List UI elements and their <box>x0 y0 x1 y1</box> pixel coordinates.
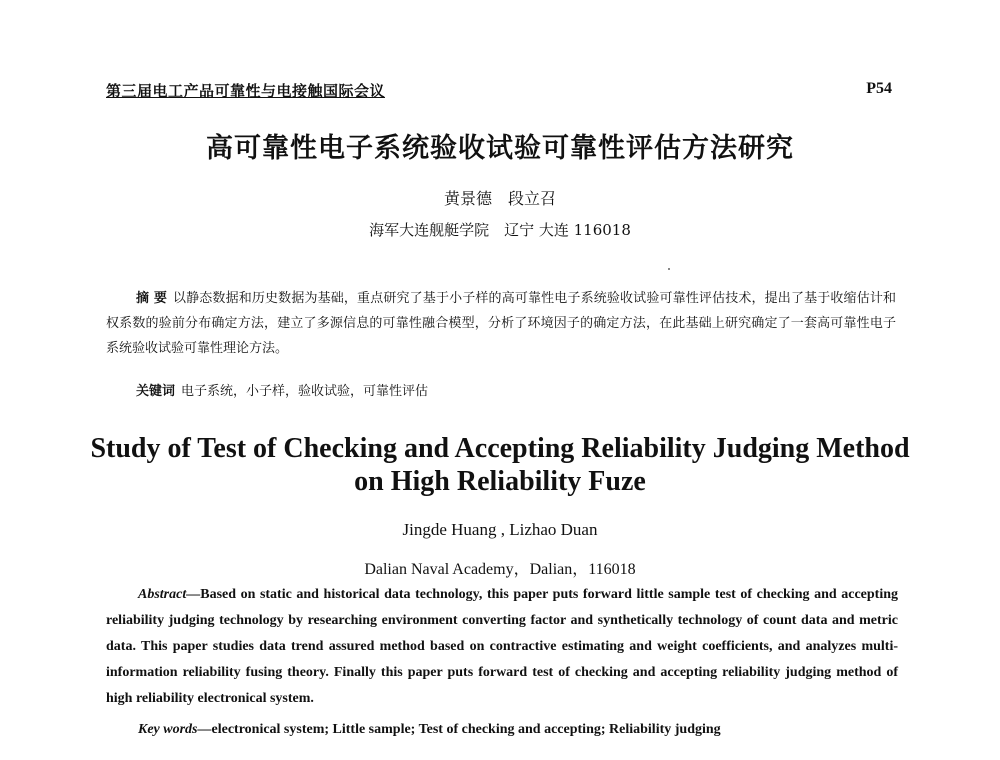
chinese-abstract-text: 以静态数据和历史数据为基础，重点研究了基于小子样的高可靠性电子系统验收试验可靠性评估技术，提出了基于收缩估计和权系数的验前分布确定方法，建立了多源信息的可靠性融合模型，分析了环境因子的确定方法，在此基础上研究确定了一套高可靠性电子系统验收试验可靠性理论方法。 <box>106 291 896 356</box>
chinese-affiliation: 海军大连舰艇学院 辽宁 大连 116018 <box>369 221 631 239</box>
chinese-abstract-label: 摘 要 <box>136 291 167 306</box>
page-number: P54 <box>866 80 892 97</box>
english-title-line2: on High Reliability Fuze <box>354 466 646 497</box>
english-authors: Jingde Huang , Lizhao Duan <box>402 520 598 539</box>
english-abstract-text: Based on static and historical data technology, this paper puts forward little sample test of checking and accepting reliability judging technology by researching environment converting factor and synthetically technology of count data and metric data. This paper studies data trend assured method based on contractive estimating and weight coefficients, and analyzes multi-information reliability fusing theory. Finally this paper puts forward test of checking and accepting reliability judging method of high reliability electronical system. <box>106 587 898 706</box>
chinese-keywords-text: 电子系统，小子样，验收试验，可靠性评估 <box>181 384 429 399</box>
chinese-title: 高可靠性电子系统验收试验可靠性评估方法研究 <box>206 133 794 164</box>
conference-header: 第三届电工产品可靠性与电接触国际会议 <box>106 82 386 100</box>
english-affiliation: Dalian Naval Academy，Dalian，116018 <box>364 561 636 578</box>
english-abstract <box>106 582 898 712</box>
english-abstract-label: Abstract— <box>138 587 201 602</box>
chinese-keywords-label: 关键词 <box>136 384 176 399</box>
scan-speck <box>668 268 670 270</box>
english-title <box>0 432 1000 498</box>
english-keywords-label: Key words— <box>138 722 212 737</box>
english-keywords-text: electronical system; Little sample; Test of checking and accepting; Reliability judging <box>211 722 721 737</box>
english-keywords <box>138 722 721 738</box>
chinese-authors: 黄景德 段立召 <box>443 189 556 208</box>
chinese-keywords <box>136 380 428 399</box>
chinese-abstract <box>106 286 896 361</box>
english-title-line1: Study of Test of Checking and Accepting Reliability Judging Method <box>90 433 910 464</box>
